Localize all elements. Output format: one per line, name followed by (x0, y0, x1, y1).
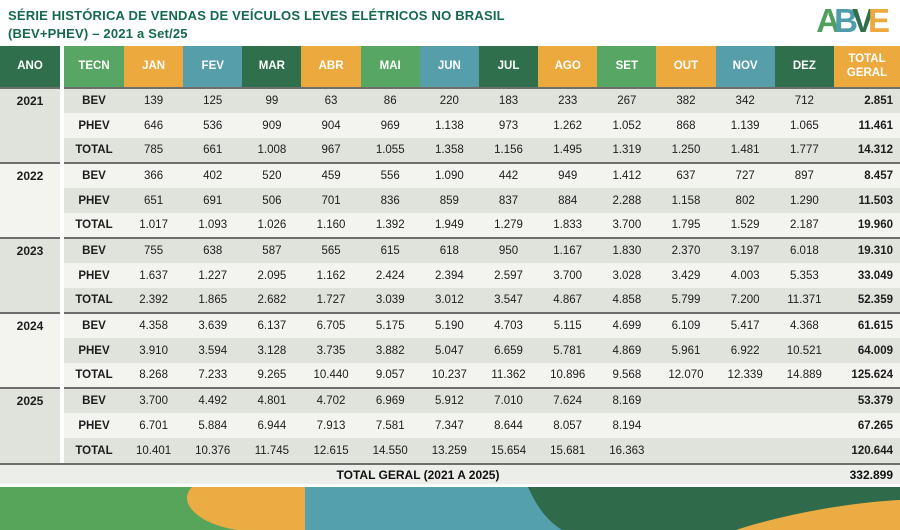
table-row-2022-bev (0, 163, 900, 188)
value-cell-jul: 2.597 (479, 263, 538, 288)
row-total-cell: 19.960 (834, 213, 900, 238)
value-cell-mar: 1.008 (242, 138, 301, 163)
tecn-label: PHEV (62, 413, 124, 438)
value-cell-mar: 2.682 (242, 288, 301, 313)
table-header (0, 46, 900, 88)
value-cell-out: 12.070 (656, 363, 715, 388)
value-cell-mai: 6.969 (361, 388, 420, 413)
value-cell-fev: 1.227 (183, 263, 242, 288)
value-cell-fev: 1.093 (183, 213, 242, 238)
value-cell-abr: 565 (301, 238, 360, 263)
table-row-2024-total (0, 363, 900, 388)
table-row-2024-phev (0, 338, 900, 363)
tecn-label: TOTAL (62, 363, 124, 388)
value-cell-nov: 12.339 (716, 363, 775, 388)
value-cell-nov (716, 388, 775, 413)
value-cell-jun: 3.012 (420, 288, 479, 313)
tecn-label: PHEV (62, 338, 124, 363)
value-cell-ago: 4.867 (538, 288, 597, 313)
value-cell-jul: 442 (479, 163, 538, 188)
value-cell-jul: 6.659 (479, 338, 538, 363)
value-cell-set: 8.194 (597, 413, 656, 438)
value-cell-ago: 233 (538, 88, 597, 113)
value-cell-abr: 904 (301, 113, 360, 138)
value-cell-jan: 4.358 (124, 313, 183, 338)
row-total-cell: 52.359 (834, 288, 900, 313)
row-total-cell: 61.615 (834, 313, 900, 338)
value-cell-ago: 8.057 (538, 413, 597, 438)
value-cell-nov: 4.003 (716, 263, 775, 288)
value-cell-set: 3.700 (597, 213, 656, 238)
value-cell-mai: 7.581 (361, 413, 420, 438)
value-cell-ago: 10.896 (538, 363, 597, 388)
value-cell-set: 267 (597, 88, 656, 113)
row-total-cell: 120.644 (834, 438, 900, 463)
value-cell-jul: 7.010 (479, 388, 538, 413)
value-cell-nov: 342 (716, 88, 775, 113)
tecn-label: PHEV (62, 113, 124, 138)
value-cell-mai: 3.882 (361, 338, 420, 363)
value-cell-jan: 755 (124, 238, 183, 263)
grand-total-label: TOTAL GERAL (2021 A 2025) (336, 467, 500, 482)
value-cell-mai: 3.039 (361, 288, 420, 313)
value-cell-out: 1.250 (656, 138, 715, 163)
value-cell-dez: 897 (775, 163, 834, 188)
value-cell-fev: 5.884 (183, 413, 242, 438)
value-cell-jun: 10.237 (420, 363, 479, 388)
value-cell-jun: 220 (420, 88, 479, 113)
value-cell-dez: 1.777 (775, 138, 834, 163)
value-cell-nov: 802 (716, 188, 775, 213)
col-header-set: SET (597, 46, 656, 88)
value-cell-dez: 5.353 (775, 263, 834, 288)
row-total-cell: 64.009 (834, 338, 900, 363)
title-line-2: (BEV+PHEV) – 2021 a Set/25 (8, 25, 188, 41)
value-cell-jan: 651 (124, 188, 183, 213)
value-cell-mai: 556 (361, 163, 420, 188)
value-cell-mai: 836 (361, 188, 420, 213)
table-row-2021-phev (0, 113, 900, 138)
value-cell-jan: 8.268 (124, 363, 183, 388)
value-cell-dez: 4.368 (775, 313, 834, 338)
value-cell-set: 4.858 (597, 288, 656, 313)
value-cell-jul: 950 (479, 238, 538, 263)
value-cell-abr: 3.735 (301, 338, 360, 363)
value-cell-abr: 1.160 (301, 213, 360, 238)
value-cell-nov: 7.200 (716, 288, 775, 313)
value-cell-ago: 1.495 (538, 138, 597, 163)
value-cell-ago: 1.167 (538, 238, 597, 263)
table-row-2024-bev (0, 313, 900, 338)
decorative-band (0, 487, 900, 530)
sales-table (0, 46, 900, 463)
year-label: 2021 (0, 88, 62, 163)
table-row-2021-total (0, 138, 900, 163)
value-cell-mar: 1.026 (242, 213, 301, 238)
value-cell-nov: 3.197 (716, 238, 775, 263)
row-total-cell: 11.503 (834, 188, 900, 213)
value-cell-fev: 7.233 (183, 363, 242, 388)
top-bar (0, 0, 900, 46)
value-cell-mar: 4.801 (242, 388, 301, 413)
value-cell-ago: 1.833 (538, 213, 597, 238)
logo-letter: B (834, 2, 856, 39)
value-cell-mai: 14.550 (361, 438, 420, 463)
col-header-out: OUT (656, 46, 715, 88)
year-label: 2023 (0, 238, 62, 313)
value-cell-jan: 646 (124, 113, 183, 138)
value-cell-nov (716, 438, 775, 463)
value-cell-jun: 1.138 (420, 113, 479, 138)
value-cell-ago: 5.115 (538, 313, 597, 338)
value-cell-fev: 4.492 (183, 388, 242, 413)
value-cell-mar: 909 (242, 113, 301, 138)
table-row-2022-total (0, 213, 900, 238)
value-cell-fev: 3.639 (183, 313, 242, 338)
value-cell-fev: 661 (183, 138, 242, 163)
value-cell-dez: 14.889 (775, 363, 834, 388)
value-cell-out: 382 (656, 88, 715, 113)
value-cell-ago: 1.262 (538, 113, 597, 138)
value-cell-jul: 183 (479, 88, 538, 113)
tecn-label: TOTAL (62, 288, 124, 313)
value-cell-dez: 11.371 (775, 288, 834, 313)
year-group-2025 (0, 388, 900, 463)
value-cell-dez: 1.065 (775, 113, 834, 138)
row-total-cell: 19.310 (834, 238, 900, 263)
value-cell-jan: 785 (124, 138, 183, 163)
value-cell-jun: 1.090 (420, 163, 479, 188)
year-label: 2022 (0, 163, 62, 238)
value-cell-jan: 139 (124, 88, 183, 113)
tecn-label: BEV (62, 238, 124, 263)
value-cell-abr: 63 (301, 88, 360, 113)
value-cell-jun: 5.912 (420, 388, 479, 413)
value-cell-out: 2.370 (656, 238, 715, 263)
value-cell-jul: 8.644 (479, 413, 538, 438)
tecn-label: BEV (62, 88, 124, 113)
value-cell-set: 1.319 (597, 138, 656, 163)
table-row-2025-total (0, 438, 900, 463)
value-cell-fev: 638 (183, 238, 242, 263)
value-cell-ago: 5.781 (538, 338, 597, 363)
value-cell-mai: 5.175 (361, 313, 420, 338)
value-cell-mar: 9.265 (242, 363, 301, 388)
value-cell-fev: 1.865 (183, 288, 242, 313)
value-cell-abr: 1.162 (301, 263, 360, 288)
value-cell-mar: 2.095 (242, 263, 301, 288)
tecn-label: PHEV (62, 263, 124, 288)
table-row-2025-bev (0, 388, 900, 413)
value-cell-set: 1.412 (597, 163, 656, 188)
col-header-ano: ANO (0, 46, 62, 88)
value-cell-nov: 1.529 (716, 213, 775, 238)
value-cell-ago: 7.624 (538, 388, 597, 413)
value-cell-fev: 3.594 (183, 338, 242, 363)
col-header-nov: NOV (716, 46, 775, 88)
value-cell-set: 1.830 (597, 238, 656, 263)
value-cell-out: 6.109 (656, 313, 715, 338)
value-cell-set: 4.699 (597, 313, 656, 338)
col-header-jun: JUN (420, 46, 479, 88)
value-cell-mai: 1.392 (361, 213, 420, 238)
value-cell-ago: 884 (538, 188, 597, 213)
grand-total-row (0, 463, 900, 484)
value-cell-nov: 1.139 (716, 113, 775, 138)
value-cell-set: 1.052 (597, 113, 656, 138)
value-cell-jul: 4.703 (479, 313, 538, 338)
value-cell-jul: 837 (479, 188, 538, 213)
year-label: 2025 (0, 388, 62, 463)
year-group-2023 (0, 238, 900, 313)
table-header-row (0, 46, 900, 88)
value-cell-out: 868 (656, 113, 715, 138)
value-cell-abr: 4.702 (301, 388, 360, 413)
table-row-2025-phev (0, 413, 900, 438)
value-cell-jun: 7.347 (420, 413, 479, 438)
value-cell-mar: 3.128 (242, 338, 301, 363)
table-row-2021-bev (0, 88, 900, 113)
value-cell-jun: 5.047 (420, 338, 479, 363)
col-header-abr: ABR (301, 46, 360, 88)
row-total-cell: 8.457 (834, 163, 900, 188)
value-cell-jan: 3.700 (124, 388, 183, 413)
row-total-cell: 2.851 (834, 88, 900, 113)
value-cell-out (656, 438, 715, 463)
row-total-cell: 33.049 (834, 263, 900, 288)
col-header-total-geral: TOTAL GERAL (834, 46, 900, 88)
value-cell-nov: 6.922 (716, 338, 775, 363)
value-cell-abr: 701 (301, 188, 360, 213)
value-cell-mar: 11.745 (242, 438, 301, 463)
value-cell-set: 16.363 (597, 438, 656, 463)
col-header-mai: MAI (361, 46, 420, 88)
value-cell-jan: 1.637 (124, 263, 183, 288)
value-cell-jan: 3.910 (124, 338, 183, 363)
col-header-tecn: TECN (62, 46, 124, 88)
value-cell-dez (775, 438, 834, 463)
value-cell-set: 8.169 (597, 388, 656, 413)
value-cell-out: 3.429 (656, 263, 715, 288)
tecn-label: PHEV (62, 188, 124, 213)
value-cell-dez: 10.521 (775, 338, 834, 363)
tecn-label: TOTAL (62, 213, 124, 238)
year-group-2022 (0, 163, 900, 238)
value-cell-jun: 859 (420, 188, 479, 213)
year-group-2021 (0, 88, 900, 163)
value-cell-out: 1.158 (656, 188, 715, 213)
value-cell-abr: 6.705 (301, 313, 360, 338)
value-cell-mar: 520 (242, 163, 301, 188)
value-cell-jun: 5.190 (420, 313, 479, 338)
table-row-2023-total (0, 288, 900, 313)
value-cell-ago: 3.700 (538, 263, 597, 288)
value-cell-set: 3.028 (597, 263, 656, 288)
table-row-2023-phev (0, 263, 900, 288)
value-cell-jun: 1.358 (420, 138, 479, 163)
col-header-jan: JAN (124, 46, 183, 88)
value-cell-jun: 13.259 (420, 438, 479, 463)
value-cell-jun: 618 (420, 238, 479, 263)
value-cell-mar: 6.944 (242, 413, 301, 438)
value-cell-abr: 7.913 (301, 413, 360, 438)
title-line-1: SÉRIE HISTÓRICA DE VENDAS DE VEÍCULOS LEVES ELÉTRICOS NO BRASIL (8, 8, 505, 23)
tecn-label: BEV (62, 388, 124, 413)
value-cell-jul: 973 (479, 113, 538, 138)
value-cell-out: 5.961 (656, 338, 715, 363)
value-cell-out: 1.795 (656, 213, 715, 238)
value-cell-ago: 949 (538, 163, 597, 188)
row-total-cell: 11.461 (834, 113, 900, 138)
value-cell-mar: 587 (242, 238, 301, 263)
value-cell-fev: 402 (183, 163, 242, 188)
value-cell-nov: 1.481 (716, 138, 775, 163)
row-total-cell: 53.379 (834, 388, 900, 413)
page-title (8, 7, 505, 42)
value-cell-dez: 1.290 (775, 188, 834, 213)
value-cell-mai: 1.055 (361, 138, 420, 163)
value-cell-mai: 969 (361, 113, 420, 138)
value-cell-mai: 9.057 (361, 363, 420, 388)
value-cell-jan: 1.017 (124, 213, 183, 238)
value-cell-out: 5.799 (656, 288, 715, 313)
value-cell-out: 637 (656, 163, 715, 188)
col-header-dez: DEZ (775, 46, 834, 88)
value-cell-set: 9.568 (597, 363, 656, 388)
tecn-label: TOTAL (62, 138, 124, 163)
value-cell-set: 4.869 (597, 338, 656, 363)
value-cell-out (656, 388, 715, 413)
decorative-band-art (0, 487, 900, 530)
value-cell-out (656, 413, 715, 438)
col-header-mar: MAR (242, 46, 301, 88)
year-label: 2024 (0, 313, 62, 388)
row-total-cell: 14.312 (834, 138, 900, 163)
value-cell-mar: 99 (242, 88, 301, 113)
value-cell-nov (716, 413, 775, 438)
value-cell-mar: 6.137 (242, 313, 301, 338)
value-cell-dez (775, 388, 834, 413)
col-header-ago: AGO (538, 46, 597, 88)
value-cell-mar: 506 (242, 188, 301, 213)
logo-letter: A (816, 2, 839, 39)
logo-letter: V (851, 2, 872, 39)
value-cell-fev: 536 (183, 113, 242, 138)
value-cell-ago: 15.681 (538, 438, 597, 463)
value-cell-nov: 5.417 (716, 313, 775, 338)
row-total-cell: 125.624 (834, 363, 900, 388)
value-cell-abr: 1.727 (301, 288, 360, 313)
value-cell-jul: 3.547 (479, 288, 538, 313)
value-cell-mai: 86 (361, 88, 420, 113)
value-cell-dez: 2.187 (775, 213, 834, 238)
table-row-2022-phev (0, 188, 900, 213)
col-header-jul: JUL (479, 46, 538, 88)
year-group-2024 (0, 313, 900, 388)
value-cell-jan: 10.401 (124, 438, 183, 463)
value-cell-jul: 11.362 (479, 363, 538, 388)
col-header-fev: FEV (183, 46, 242, 88)
value-cell-jul: 15.654 (479, 438, 538, 463)
value-cell-abr: 459 (301, 163, 360, 188)
value-cell-jul: 1.156 (479, 138, 538, 163)
value-cell-dez: 712 (775, 88, 834, 113)
value-cell-jan: 366 (124, 163, 183, 188)
value-cell-jul: 1.279 (479, 213, 538, 238)
tecn-label: TOTAL (62, 438, 124, 463)
row-total-cell: 67.265 (834, 413, 900, 438)
abve-logo (816, 2, 888, 39)
value-cell-fev: 10.376 (183, 438, 242, 463)
value-cell-mai: 2.424 (361, 263, 420, 288)
value-cell-jan: 6.701 (124, 413, 183, 438)
value-cell-abr: 967 (301, 138, 360, 163)
value-cell-fev: 125 (183, 88, 242, 113)
logo-letter: E (867, 2, 888, 39)
value-cell-set: 2.288 (597, 188, 656, 213)
value-cell-abr: 12.615 (301, 438, 360, 463)
tecn-label: BEV (62, 163, 124, 188)
value-cell-fev: 691 (183, 188, 242, 213)
value-cell-abr: 10.440 (301, 363, 360, 388)
value-cell-jan: 2.392 (124, 288, 183, 313)
value-cell-jun: 1.949 (420, 213, 479, 238)
value-cell-jun: 2.394 (420, 263, 479, 288)
value-cell-mai: 615 (361, 238, 420, 263)
grand-total-value: 332.899 (849, 467, 893, 482)
value-cell-nov: 727 (716, 163, 775, 188)
table-row-2023-bev (0, 238, 900, 263)
value-cell-dez: 6.018 (775, 238, 834, 263)
value-cell-dez (775, 413, 834, 438)
tecn-label: BEV (62, 313, 124, 338)
